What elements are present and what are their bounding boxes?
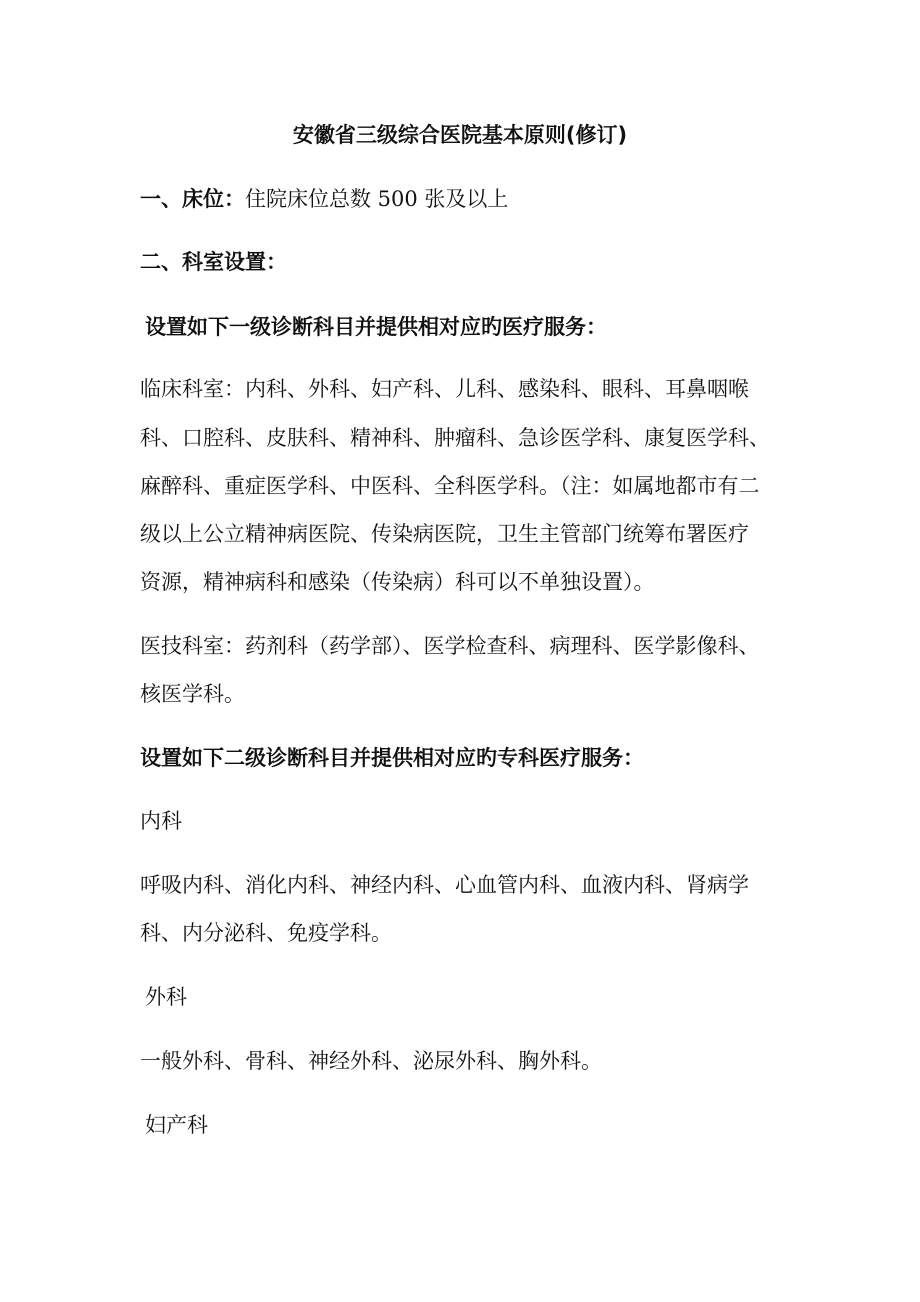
- section-departments-heading: 二、科室设置：: [140, 250, 287, 274]
- section-beds: [140, 184, 508, 214]
- clinical-line: 麻醉科、重症医学科、中医科、全科医学科。（注：如属地都市有二: [140, 474, 760, 498]
- level1-heading: 设置如下一级诊断科目并提供相对应旳医疗服务：: [145, 315, 607, 339]
- level2-heading: 设置如下二级诊断科目并提供相对应旳专科医疗服务：: [140, 746, 644, 770]
- surgery-label: 外科: [145, 985, 187, 1009]
- clinical-line: 级以上公立精神病医院、传染病医院，卫生主管部门统筹布署医疗: [140, 522, 749, 546]
- surgery-line: 一般外科、骨科、神经外科、泌尿外科、胸外科。: [140, 1049, 602, 1073]
- medtech-line: 医技科室：药剂科（药学部）、医学检查科、病理科、医学影像科、: [140, 634, 760, 658]
- section-beds-heading: 一、床位：: [140, 187, 245, 211]
- document-title: 安徽省三级综合医院基本原则(修订): [292, 123, 628, 147]
- clinical-line: 科、口腔科、皮肤科、精神科、肿瘤科、急诊医学科、康复医学科、: [140, 426, 770, 450]
- clinical-line: 临床科室：内科、外科、妇产科、儿科、感染科、眼科、耳鼻咽喉: [140, 377, 749, 401]
- internal-medicine-line: 呼吸内科、消化内科、神经内科、心血管内科、血液内科、肾病学: [140, 873, 749, 897]
- internal-medicine-label: 内科: [140, 809, 182, 833]
- clinical-line: 资源，精神病科和感染（传染病）科可以不单独设置）。: [140, 570, 655, 594]
- internal-medicine-line: 科、内分泌科、免疫学科。: [140, 921, 392, 945]
- obgyn-label: 妇产科: [145, 1113, 208, 1137]
- medtech-line: 核医学科。: [140, 682, 245, 706]
- section-beds-text: 住院床位总数 500 张及以上: [245, 187, 509, 211]
